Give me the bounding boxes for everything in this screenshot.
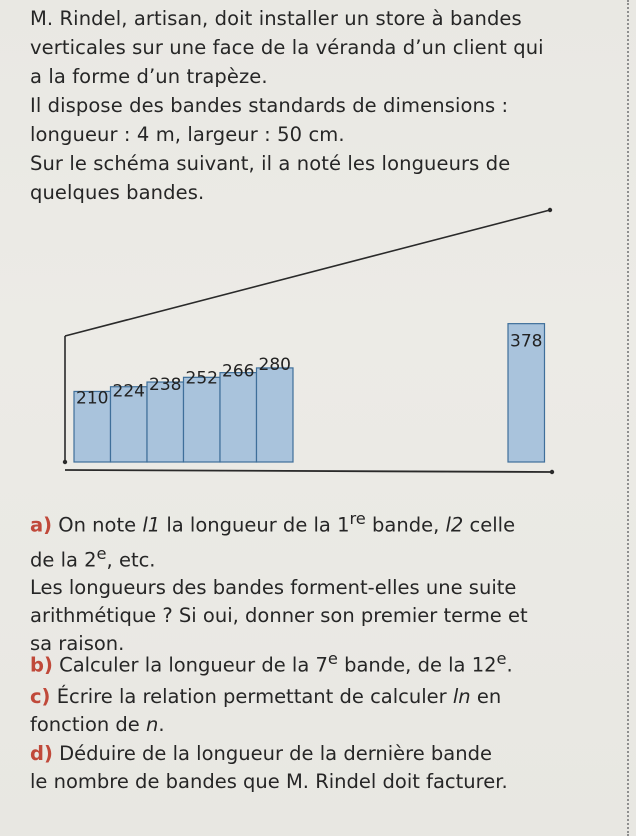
question-a-text: celle <box>463 513 516 537</box>
corner-dot-left <box>63 460 67 464</box>
variable-l1: l1 <box>142 513 161 537</box>
question-b-line <box>30 645 620 680</box>
intro-line-5: longueur : 4 m, largeur : 50 cm. <box>30 123 345 146</box>
question-d-text: Déduire de la longueur de la dernière bande <box>59 742 492 765</box>
question-d-line-2: le nombre de bandes que M. Rindel doit facturer. <box>30 770 508 793</box>
question-a-text: la longueur de la 1 <box>160 513 350 537</box>
intro-line-4: Il dispose des bandes standards de dimensions : <box>30 94 509 117</box>
question-b-text: . <box>506 653 513 677</box>
ordinal-superscript: e <box>496 649 507 668</box>
question-c-text: . <box>158 713 165 736</box>
variable-n: n <box>146 713 159 736</box>
question-c-text: fonction de <box>30 713 147 736</box>
intro-line-2: verticales sur une face de la véranda d’un client qui <box>30 36 544 59</box>
problem-statement <box>30 4 620 207</box>
question-a-line-4: arithmétique ? Si oui, donner son premier terme et <box>30 604 528 627</box>
band-length-label: 210 <box>76 388 109 409</box>
question-a-text: , etc. <box>106 548 156 571</box>
question-a-line-1 <box>30 505 620 540</box>
question-a-letter: a) <box>30 513 53 537</box>
question-a-line-3: Les longueurs des bandes forment-elles une suite <box>30 576 517 599</box>
corner-dot-top <box>548 208 552 212</box>
intro-line-7: quelques bandes. <box>30 181 205 204</box>
question-a-line-5: sa raison. <box>30 632 125 655</box>
question-d <box>30 740 620 796</box>
ordinal-superscript: e <box>96 543 107 563</box>
variable-ln: ln <box>452 685 471 708</box>
page-edge-dotted-line <box>627 0 629 836</box>
question-c-text: Écrire la relation permettant de calculer <box>56 685 453 708</box>
floor-line <box>65 470 552 472</box>
band-length-label: 280 <box>258 354 291 375</box>
intro-line-1: M. Rindel, artisan, doit installer un store à bandes <box>30 7 522 30</box>
question-a-text: de la 2 <box>30 548 97 571</box>
question-c-line-1 <box>30 683 620 711</box>
intro-line-6: Sur le schéma suivant, il a noté les longueurs de <box>30 152 511 175</box>
question-b-text: bande, de la 12 <box>337 653 497 677</box>
question-c-text: en <box>470 685 502 708</box>
band-length-label: 266 <box>222 361 255 382</box>
variable-l2: l2 <box>445 513 464 537</box>
question-d-line-1 <box>30 740 620 768</box>
band <box>184 377 221 462</box>
bands-group <box>74 324 545 462</box>
question-a-line-2 <box>30 540 620 575</box>
question-a-text: bande, <box>365 513 446 537</box>
question-d-letter: d) <box>30 742 53 765</box>
band-length-label: 238 <box>149 375 182 396</box>
trapezoid-blind-diagram <box>60 200 580 485</box>
band-length-label: 378 <box>510 331 543 352</box>
band-length-label: 224 <box>112 381 145 402</box>
question-c-letter: c) <box>30 685 51 708</box>
question-b <box>30 645 620 680</box>
question-b-text: Calculer la longueur de la 7 <box>59 653 328 677</box>
band <box>220 373 257 462</box>
intro-line-3: a la forme d’un trapèze. <box>30 65 268 88</box>
ordinal-superscript: re <box>349 509 366 528</box>
question-b-letter: b) <box>30 653 53 677</box>
band <box>257 368 294 462</box>
corner-dot-right <box>550 470 554 474</box>
roof-slope-line <box>65 210 550 336</box>
question-a <box>30 505 620 658</box>
question-c <box>30 683 620 739</box>
question-c-line-2 <box>30 711 620 739</box>
ordinal-superscript: e <box>327 649 338 668</box>
question-a-text: On note <box>58 513 143 537</box>
band-length-label: 252 <box>185 368 218 389</box>
